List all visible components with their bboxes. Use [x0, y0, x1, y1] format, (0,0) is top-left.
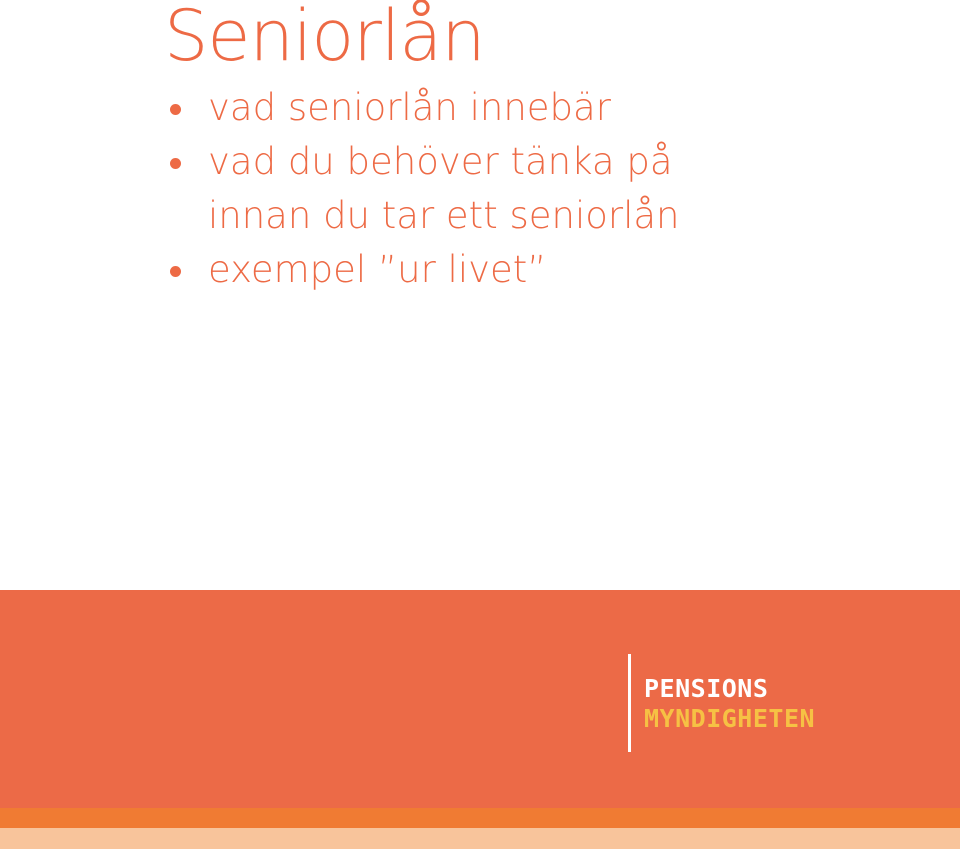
- bullet-text-continuation: innan du tar ett seniorlån: [208, 194, 680, 237]
- bullet-text: vad seniorlån innebär: [208, 86, 611, 129]
- list-item: [164, 135, 679, 243]
- page-title: Seniorlån: [164, 0, 485, 77]
- footer-band: [0, 590, 960, 808]
- list-item: [164, 81, 679, 135]
- bullet-icon: [170, 158, 181, 169]
- bullet-icon: [170, 266, 181, 277]
- bullet-text: exempel ”ur livet”: [208, 248, 547, 291]
- logo-text-myndigheten: MYNDIGHETEN: [644, 704, 816, 733]
- logo-text-pensions: PENSIONS: [644, 674, 769, 703]
- bullet-list: [164, 81, 679, 297]
- bullet-text: vad du behöver tänka på: [208, 140, 673, 183]
- list-item: [164, 243, 679, 297]
- footer-stripe-orange: [0, 808, 960, 828]
- bullet-icon: [170, 104, 181, 115]
- logo-divider: [628, 654, 631, 752]
- footer-stripe-peach: [0, 828, 960, 849]
